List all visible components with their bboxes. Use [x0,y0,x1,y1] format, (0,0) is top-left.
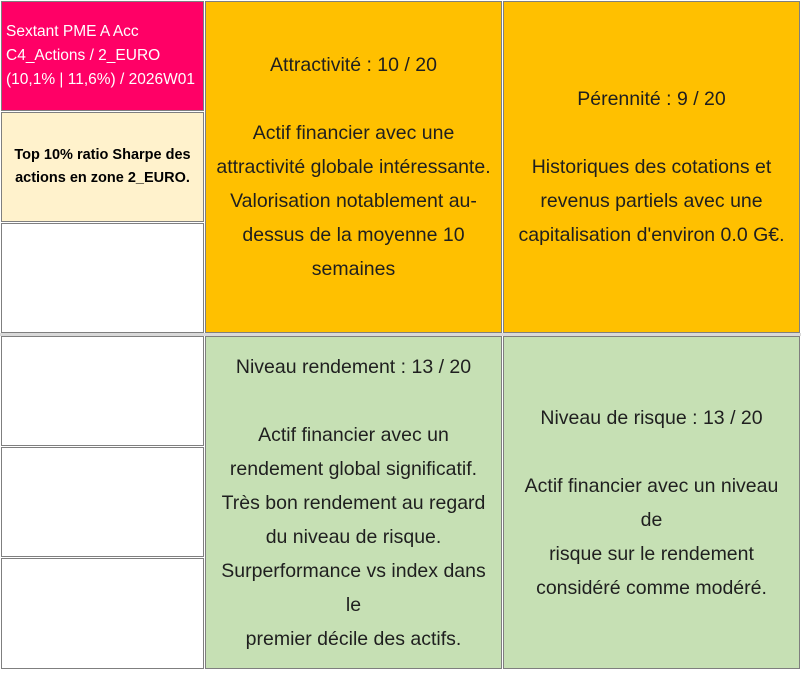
risque-title: Niveau de risque : 13 / 20 [540,406,763,429]
risque-cell [503,336,800,669]
perennite-line: Historiques des cotations et [531,156,772,178]
attractivite-line: attractivité globale intéressante. [216,156,491,178]
highlight-cell [1,112,204,222]
perennite-line: capitalisation d'environ 0.0 G€. [518,224,785,246]
attractivite-line: Actif financier avec une [252,122,455,144]
risque-line: risque sur le rendement [549,542,754,565]
rendement-title: Niveau rendement : 13 / 20 [235,355,472,378]
highlight-line-1: Top 10% ratio Sharpe des [14,147,191,163]
rendement-line: du niveau de risque. [265,525,442,548]
empty-cell-2 [1,336,204,446]
attractivite-line: semaines [311,258,396,280]
fund-name: Sextant PME A Acc [6,23,139,40]
empty-cell-4 [1,558,204,669]
rendement-line: premier décile des actifs. [245,627,462,650]
empty-cell-3 [1,447,204,557]
perennite-cell [503,1,800,333]
rendement-line: Actif financier avec un [258,423,449,446]
rendement-cell [205,336,502,669]
risque-line: considéré comme modéré. [536,576,767,599]
risque-line: Actif financier avec un niveau de [524,474,779,531]
empty-cell-1 [1,223,204,333]
perennite-title: Pérennité : 9 / 20 [577,88,726,110]
fund-category: C4_Actions / 2_EURO [6,47,161,64]
rendement-line: Surperformance vs index dans le [221,559,486,616]
attractivite-title: Attractivité : 10 / 20 [270,54,437,76]
rendement-line: rendement global significatif. [229,457,478,480]
attractivite-line: dessus de la moyenne 10 [242,224,465,246]
attractivite-line: Valorisation notablement au- [230,190,477,212]
rendement-line: Très bon rendement au regard [221,491,486,514]
perennite-line: revenus partiels avec une [540,190,763,212]
fund-identity-cell [1,1,204,111]
fund-stats: (10,1% | 11,6%) / 2026W01 [6,71,195,88]
highlight-line-2: actions en zone 2_EURO. [15,170,190,186]
attractivite-cell [205,1,502,333]
